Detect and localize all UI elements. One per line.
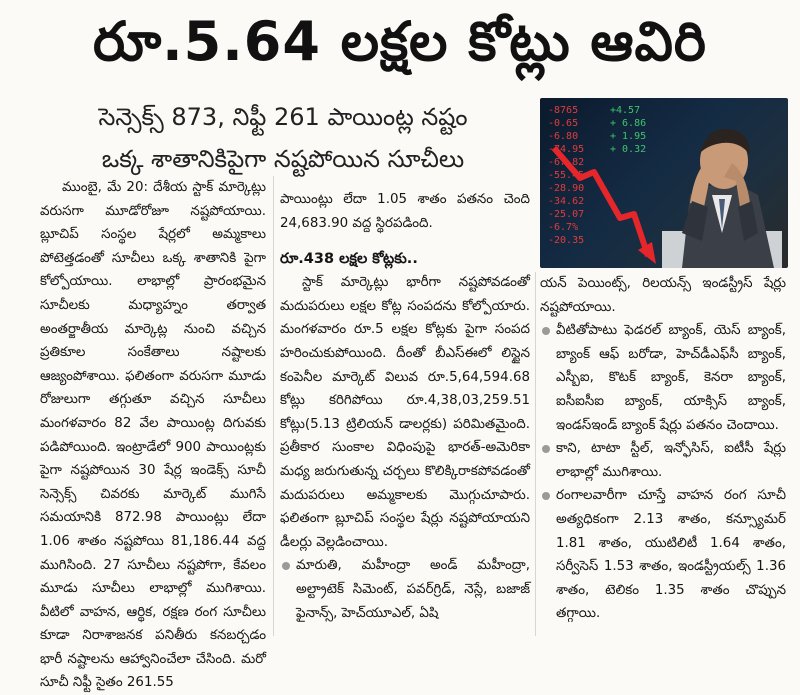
column-3-continuation: యన్ పెయింట్స్, రిలయన్స్ ఇండస్ట్రీస్ షేర్లు నష్టపోయాయి.	[540, 276, 786, 315]
column-1-text: ముంబై, మే 20: దేశీయ స్టాక్ మార్కెట్లు వరుసగా మూడోరోజూ నష్టపోయాయి. బ్లూచిప్ సంస్థల షేర్లలో అమ్మకాలు పోటెత్తడంతో సూచీలు ఒక్క శాతానికి పైగా కోల్పోయాయి. లాభాల్లో ప్రారంభమైన సూచీలకు మధ్యాహ్నం తర్వాత అంతర్జాతీయ మార్కెట్ల నుంచి వచ్చిన ప్రతికూల సంకేతాలు నష్టాలకు ఆజ్యంపోశాయి. ఫలితంగా వరుసగా మూడు రోజులుగా తగ్గుతూ వచ్చిన సూచీలు మంగళవారం 82 వేల పాయింట్ల దిగువకు పడిపోయింది. ఇంట్రాడేలో 900 పాయింట్లకు పైగా నష్టపోయిన 30 షేర్ల ఇండెక్స్ సూచీ సెన్సెక్స్ చివరకు మార్కెట్ ముగిసే సమయానికి 872.98 పాయింట్లు లేదా 1.06 శాతం నష్టపోయి 81,186.44 వద్ద ముగిసింది. 27 సూచీలు నష్టపోగా, కేవలం మూడు సూచీలు లాభాల్లో ముగిశాయి. వీటిలో వాహన, ఆర్థిక, రక్షణ రంగ సూచీలు కూడా నిరాశాజనక పనితీరు కనబర్చడం భారీ నష్టాలను ఆహ్వానించేలా చేసింది. మరో సూచీ నిఫ్టీ సైతం 261.55	[40, 180, 266, 691]
column-divider	[535, 272, 536, 636]
article-column-3	[540, 272, 786, 626]
section-title: రూ.438 లక్షల కోట్లకు..	[280, 251, 418, 268]
column-3-bullet: వీటితోపాటు ఫెడరల్ బ్యాంక్, యెస్ బ్యాంక్, బ్యాంక్ ఆఫ్ బరోడా, హెచ్‌డీఎఫ్‌సీ బ్యాంక్, ఎస్బీఐ, కొటక్ బ్యాంక్, కెనరా బ్యాంక్, ఐసీఐసీఐ బ్యాంక్, యాక్సిస్ బ్యాంక్, ఇండస్‌ఇండ్ బ్యాంక్ షేర్లు పతనం చెందాయి.	[540, 319, 786, 437]
headline: రూ.5.64 లక్షల కోట్లు ఆవిరి	[93, 9, 707, 73]
ticker-green-values: +4.57 + 6.86 + 1.95 + 0.32	[610, 105, 647, 155]
column-3-bullet: రంగాలవారీగా చూస్తే వాహన రంగ సూచీ అత్యధికంగా 2.13 శాతం, కన్స్యూమర్ 1.81 శాతం, యుటిలిటీ 1.64 శాతం, సర్వీసెస్ 1.53 శాతం, ఇండస్ట్రీయల్స్ 1.36 శాతం, టెలికం 1.35 శాతం చొప్పున తగ్గాయి.	[540, 484, 786, 626]
news-photo	[540, 98, 788, 268]
subheadline-2: ఒక్క శాతానికిపైగా నష్టపోయిన సూచీలు	[101, 145, 465, 173]
article-column-1	[40, 176, 266, 695]
falling-arrow-icon	[550, 138, 660, 268]
column-2-continuation: పాయింట్లు లేదా 1.05 శాతం పతనం చెంది 24,683.90 వద్ద స్థిరపడింది.	[280, 192, 530, 231]
ticker-red-values: -8765 -0.65 -6.80 -74.95 -67.82 -55.45 -28.90 -34.62 -25.07 -6.7% -20.35	[548, 105, 585, 246]
column-3-bullet: కాని, టాటా స్టీల్, ఇన్ఫోసిస్, ఐటీసీ షేర్లు లాభాల్లో ముగిశాయి.	[540, 437, 786, 484]
subheadline-1: సెన్సెక్స్ 873, నిఫ్టీ 261 పాయింట్ల నష్టం	[98, 103, 468, 131]
article-column-2	[280, 188, 530, 625]
column-divider	[273, 176, 274, 636]
column-2-body: స్టాక్ మార్కెట్లు భారీగా నష్టపోవడంతో మదుపరులు లక్షల కోట్ల సంపదను కోల్పోయారు. మంగళవారం రూ.5 లక్షల కోట్లకు పైగా సంపద హరించుకుపోయింది. దీంతో బీఎస్ఈలో లిస్టైన కంపెనీల మార్కెట్ విలువ రూ.5,64,594.68 కోట్లు కరిగిపోయి రూ.4,38,03,259.51 కోట్లు(5.13 ట్రిలియన్ డాలర్లకు) పరిమితమైంది. ప్రతీకార సుంకాల విధింపుపై భారత్-అమెరికా మధ్య జరుగుతున్న చర్చలు కొలిక్కిరాకపోవడంతో మదుపరులు అమ్మకాలకు మొగ్గుచూపారు. ఫలితంగా బ్లూచిప్ సంస్థల షేర్లు నష్టపోయాయని డీలర్లు వెల్లడించాయి.	[280, 275, 530, 550]
stressed-investor-icon	[662, 103, 782, 268]
column-2-bullet: మారుతి, మహీంద్రా అండ్ మహీంద్రా, అల్ట్రాటెక్ సిమెంట్, పవర్‌గ్రిడ్, నెస్లే, బజాజ్ ఫైనాన్స్, హెచ్‌యూఎల్, ఏషి	[280, 554, 530, 625]
